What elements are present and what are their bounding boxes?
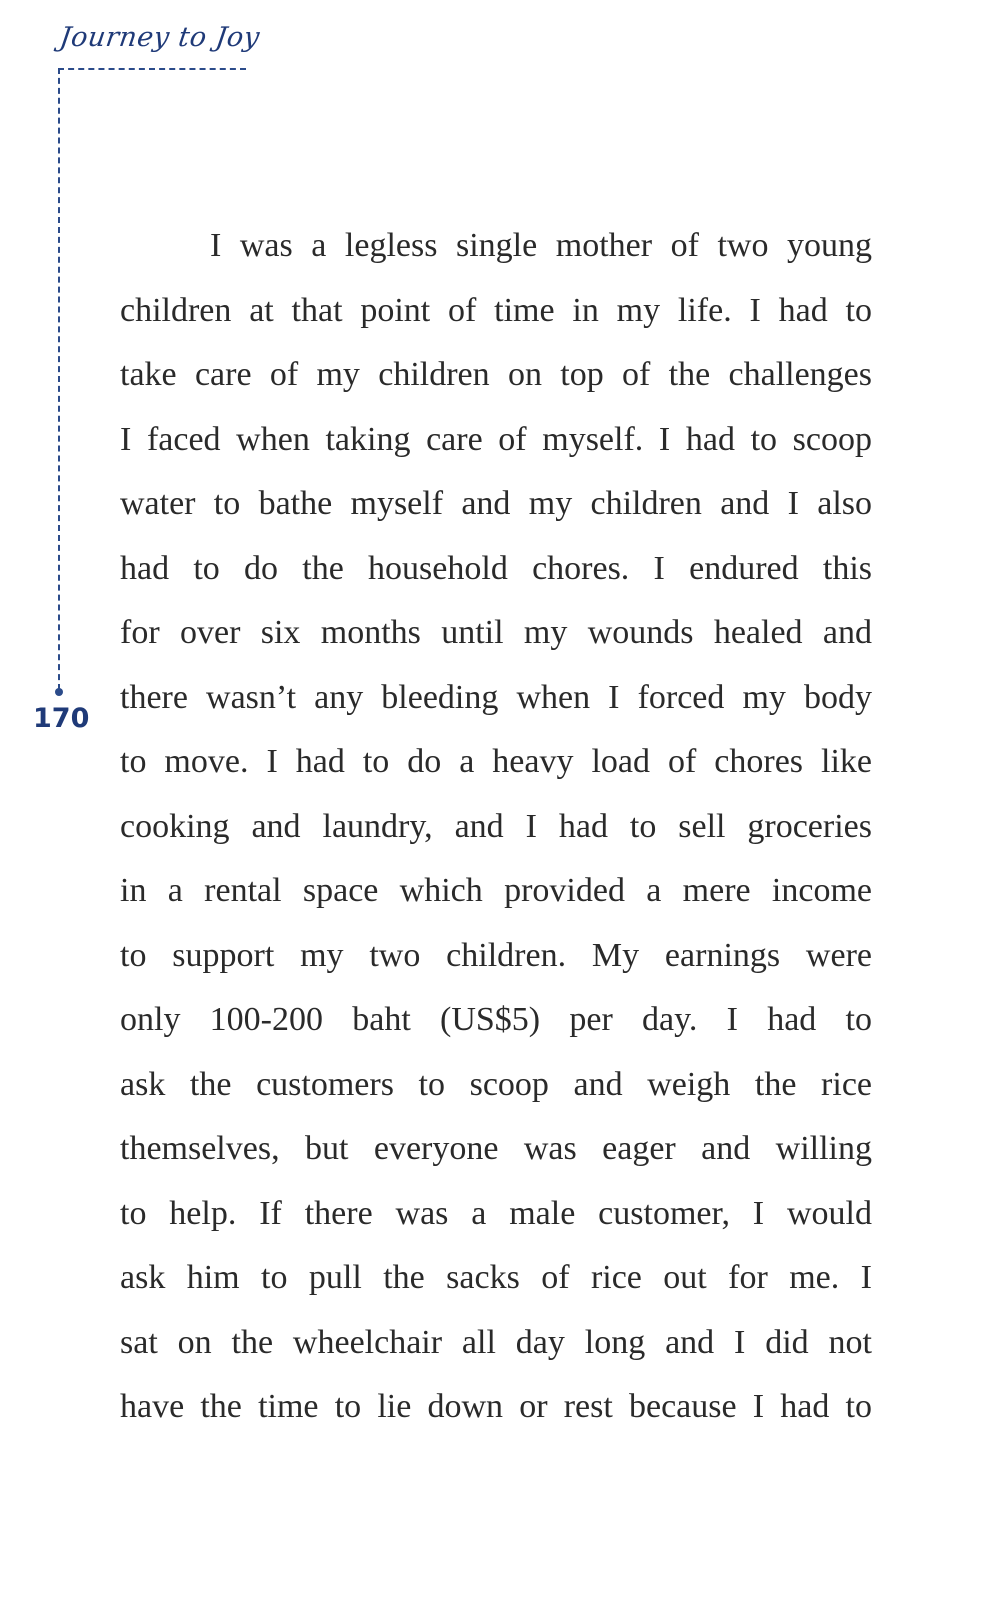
dotted-rule-endpoint [55,688,63,696]
text-line: I faced when taking care of myself. I had to scoop [120,420,872,458]
text-line: there wasn’t any bleeding when I forced my body [120,678,872,716]
text-line: in a rental space which provided a mere income [120,872,872,909]
page-number: 170 [33,703,90,734]
text-line: children at that point of time in my life. I had to [120,291,872,329]
text-line: water to bathe myself and my children and I also [120,485,872,522]
dotted-rule-horizontal [58,68,246,70]
text-line: to move. I had to do a heavy load of chores like [120,743,872,780]
text-line: ask the customers to scoop and weigh the rice [120,1065,872,1103]
text-line: to support my two children. My earnings were [120,936,872,974]
text-line: for over six months until my wounds healed and [120,614,872,651]
text-line: to help. If there was a male customer, I would [120,1194,872,1232]
text-line: cooking and laundry, and I had to sell groceries [120,807,872,845]
running-title: Journey to Joy [57,22,262,53]
text-line: ask him to pull the sacks of rice out for me. I [120,1259,872,1296]
text-line: only 100-200 baht (US$5) per day. I had to [120,1001,872,1038]
text-line: sat on the wheelchair all day long and I did not [120,1323,872,1361]
text-line: take care of my children on top of the challenges [120,356,872,393]
body-text [120,214,872,1440]
text-line: have the time to lie down or rest because I had to [120,1388,872,1425]
text-line: themselves, but everyone was eager and willing [120,1130,872,1167]
text-line: had to do the household chores. I endured this [120,549,872,587]
dotted-rule-vertical [58,68,60,690]
text-line: I was a legless single mother of two young [210,227,872,264]
